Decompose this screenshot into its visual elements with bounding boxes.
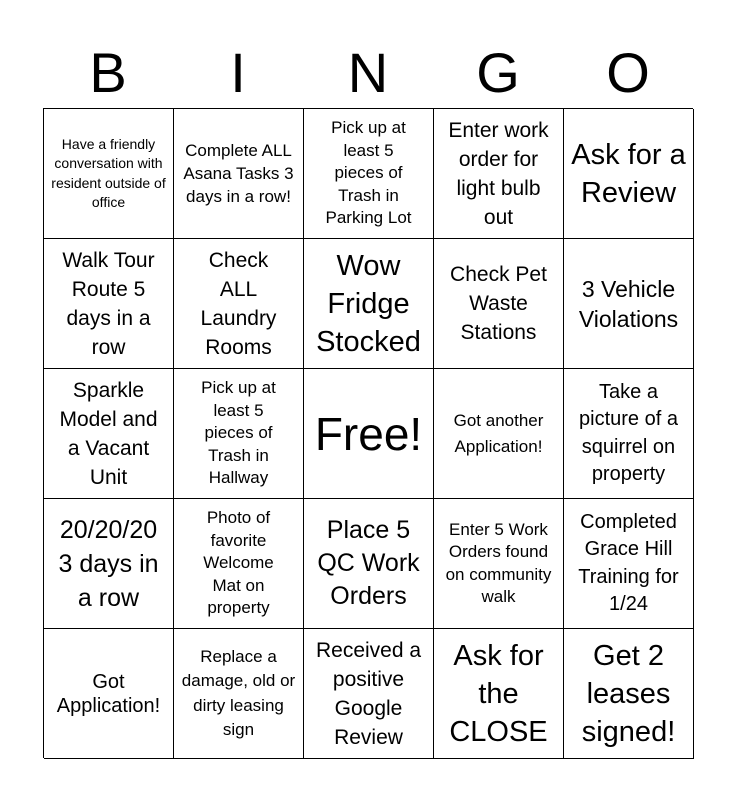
bingo-cell[interactable] [44, 499, 174, 629]
bingo-cell[interactable] [304, 109, 434, 239]
bingo-cell[interactable] [434, 629, 564, 759]
cell-text: Photo of favorite Welcome Mat on property [203, 508, 274, 618]
bingo-header [43, 40, 693, 106]
bingo-cell[interactable] [304, 499, 434, 629]
bingo-cell[interactable] [434, 369, 564, 499]
bingo-cell[interactable] [434, 499, 564, 629]
header-letter-b: B [89, 41, 127, 104]
bingo-cell[interactable] [564, 109, 694, 239]
cell-text: Pick up at least 5 pieces of Trash in Hallway [201, 378, 276, 488]
bingo-cell[interactable] [304, 239, 434, 369]
cell-text: Have a friendly conversation with resident outside of office [51, 135, 166, 210]
cell-text: Wow Fridge Stocked [316, 249, 421, 358]
bingo-cell[interactable] [174, 499, 304, 629]
cell-text: Get 2 leases signed! [581, 639, 676, 748]
cell-text: Enter work order for light bulb out [448, 118, 549, 229]
header-letter-i: I [230, 41, 246, 104]
bingo-cell[interactable] [44, 629, 174, 759]
cell-text: Got another Application! [453, 410, 544, 456]
bingo-cell[interactable] [434, 109, 564, 239]
cell-text: Take a picture of a squirrel on property [579, 380, 678, 485]
header-letter-g: G [476, 41, 520, 104]
bingo-cell[interactable] [174, 369, 304, 499]
bingo-cell[interactable] [174, 629, 304, 759]
bingo-cell[interactable] [174, 109, 304, 239]
cell-text: Walk Tour Route 5 days in a row [62, 248, 155, 359]
bingo-cell[interactable] [564, 239, 694, 369]
bingo-cell-free[interactable] [304, 369, 434, 499]
cell-text: Got Application! [56, 670, 161, 717]
bingo-cell[interactable] [564, 369, 694, 499]
cell-text: Received a positive Google Review [315, 638, 422, 749]
bingo-cell[interactable] [564, 629, 694, 759]
header-letter-n: N [347, 41, 389, 104]
cell-text: Sparkle Model and a Vacant Unit [59, 378, 158, 489]
cell-text: Completed Grace Hill Training for 1/24 [578, 510, 679, 615]
cell-text: Complete ALL Asana Tasks 3 days in a row! [183, 141, 294, 206]
free-space-text: Free! [314, 407, 423, 460]
cell-text: 20/20/20 3 days in a row [58, 515, 159, 612]
bingo-cell[interactable] [304, 629, 434, 759]
cell-text: Ask for a Review [571, 138, 686, 209]
bingo-cell[interactable] [44, 369, 174, 499]
cell-text: Enter 5 Work Orders found on community walk [445, 519, 552, 606]
cell-text: 3 Vehicle Violations [578, 275, 679, 332]
cell-text: Check Pet Waste Stations [450, 263, 547, 344]
bingo-cell[interactable] [174, 239, 304, 369]
cell-text: Pick up at least 5 pieces of Trash in Parking Lot [325, 118, 412, 228]
cell-text: Place 5 QC Work Orders [317, 516, 420, 610]
header-letter-o: O [606, 41, 650, 104]
cell-text: Replace a damage, old or dirty leasing sign [181, 646, 296, 739]
bingo-card-grid [43, 108, 693, 758]
bingo-cell[interactable] [44, 239, 174, 369]
bingo-cell[interactable] [44, 109, 174, 239]
bingo-cell[interactable] [434, 239, 564, 369]
cell-text: Ask for the CLOSE [449, 639, 548, 748]
bingo-cell[interactable] [564, 499, 694, 629]
cell-text: Check ALL Laundry Rooms [200, 248, 277, 359]
